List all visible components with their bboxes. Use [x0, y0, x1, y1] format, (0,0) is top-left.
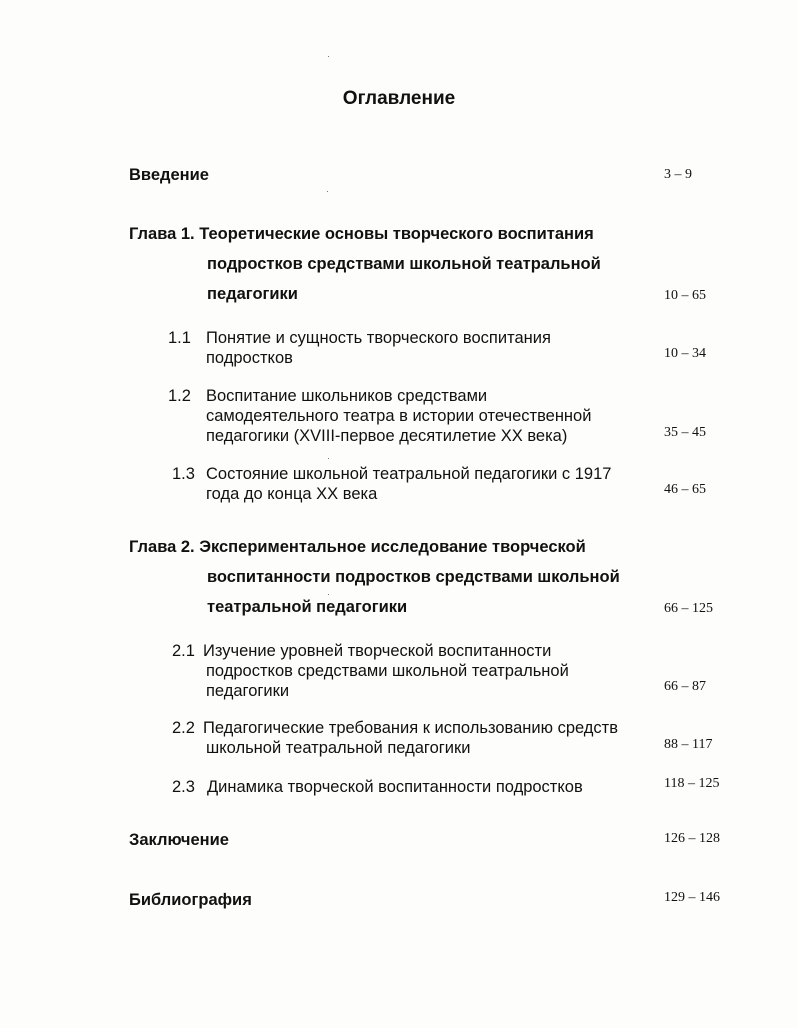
toc-conclusion-pages: 126 – 128: [664, 831, 720, 846]
toc-s2-2-line1: Педагогические требования к использованию средств: [203, 719, 619, 737]
page-title: Оглавление: [342, 88, 456, 109]
toc-s2-2-line2: школьной театральной педагогики: [206, 739, 471, 757]
toc-s1-2-number: 1.2: [168, 387, 191, 405]
toc-s2-1-line3: педагогики: [206, 682, 290, 700]
toc-s1-1-number: 1.1: [168, 329, 191, 347]
toc-s1-2-line2: самодеятельного театра в истории отечественной: [206, 407, 592, 425]
toc-s1-3-number: 1.3: [172, 465, 195, 483]
toc-bibliography-label: Библиография: [129, 891, 252, 909]
toc-s2-2-pages: 88 – 117: [664, 737, 713, 752]
toc-s2-3-pages: 118 – 125: [664, 776, 720, 791]
toc-bibliography-pages: 129 – 146: [664, 890, 720, 905]
toc-s2-1-line1: Изучение уровней творческой воспитанности: [203, 642, 552, 660]
toc-s2-1-pages: 66 – 87: [664, 679, 706, 694]
toc-ch2-line2: воспитанности подростков средствами школьной: [207, 568, 620, 586]
toc-s2-3-number: 2.3: [172, 778, 195, 796]
scan-speck: [327, 191, 328, 192]
toc-intro-pages: 3 – 9: [664, 167, 692, 182]
toc-s2-1-number: 2.1: [172, 642, 195, 660]
toc-s1-3-line1: Состояние школьной театральной педагогики с 1917: [206, 465, 612, 483]
scan-speck: [328, 458, 329, 459]
toc-ch1-line3: педагогики: [207, 285, 298, 303]
toc-s1-1-pages: 10 – 34: [664, 346, 706, 361]
scan-speck: [328, 56, 329, 57]
toc-s2-1-line2: подростков средствами школьной театральной: [206, 662, 569, 680]
toc-s1-3-pages: 46 – 65: [664, 482, 706, 497]
toc-s1-1-line1: Понятие и сущность творческого воспитания: [206, 329, 551, 347]
toc-s1-1-line2: подростков: [206, 349, 293, 367]
toc-ch1-line1: Глава 1. Теоретические основы творческого воспитания: [129, 225, 594, 243]
toc-s2-2-number: 2.2: [172, 719, 195, 737]
toc-intro-label: Введение: [129, 166, 209, 184]
toc-s1-3-line2: года до конца XX века: [206, 485, 378, 503]
toc-s1-2-line1: Воспитание школьников средствами: [206, 387, 488, 405]
toc-ch1-line2: подростков средствами школьной театральной: [207, 255, 601, 273]
toc-conclusion-label: Заключение: [129, 831, 229, 849]
toc-s1-2-line3: педагогики (XVIII-первое десятилетие XX века): [206, 427, 568, 445]
toc-s2-3-line1: Динамика творческой воспитанности подростков: [207, 778, 583, 796]
scan-speck: [328, 594, 329, 595]
toc-ch2-line3: театральной педагогики: [207, 598, 408, 616]
toc-s1-2-pages: 35 – 45: [664, 425, 706, 440]
toc-ch2-line1: Глава 2. Экспериментальное исследование творческой: [129, 538, 586, 556]
toc-ch2-pages: 66 – 125: [664, 601, 713, 616]
toc-ch1-pages: 10 – 65: [664, 288, 706, 303]
